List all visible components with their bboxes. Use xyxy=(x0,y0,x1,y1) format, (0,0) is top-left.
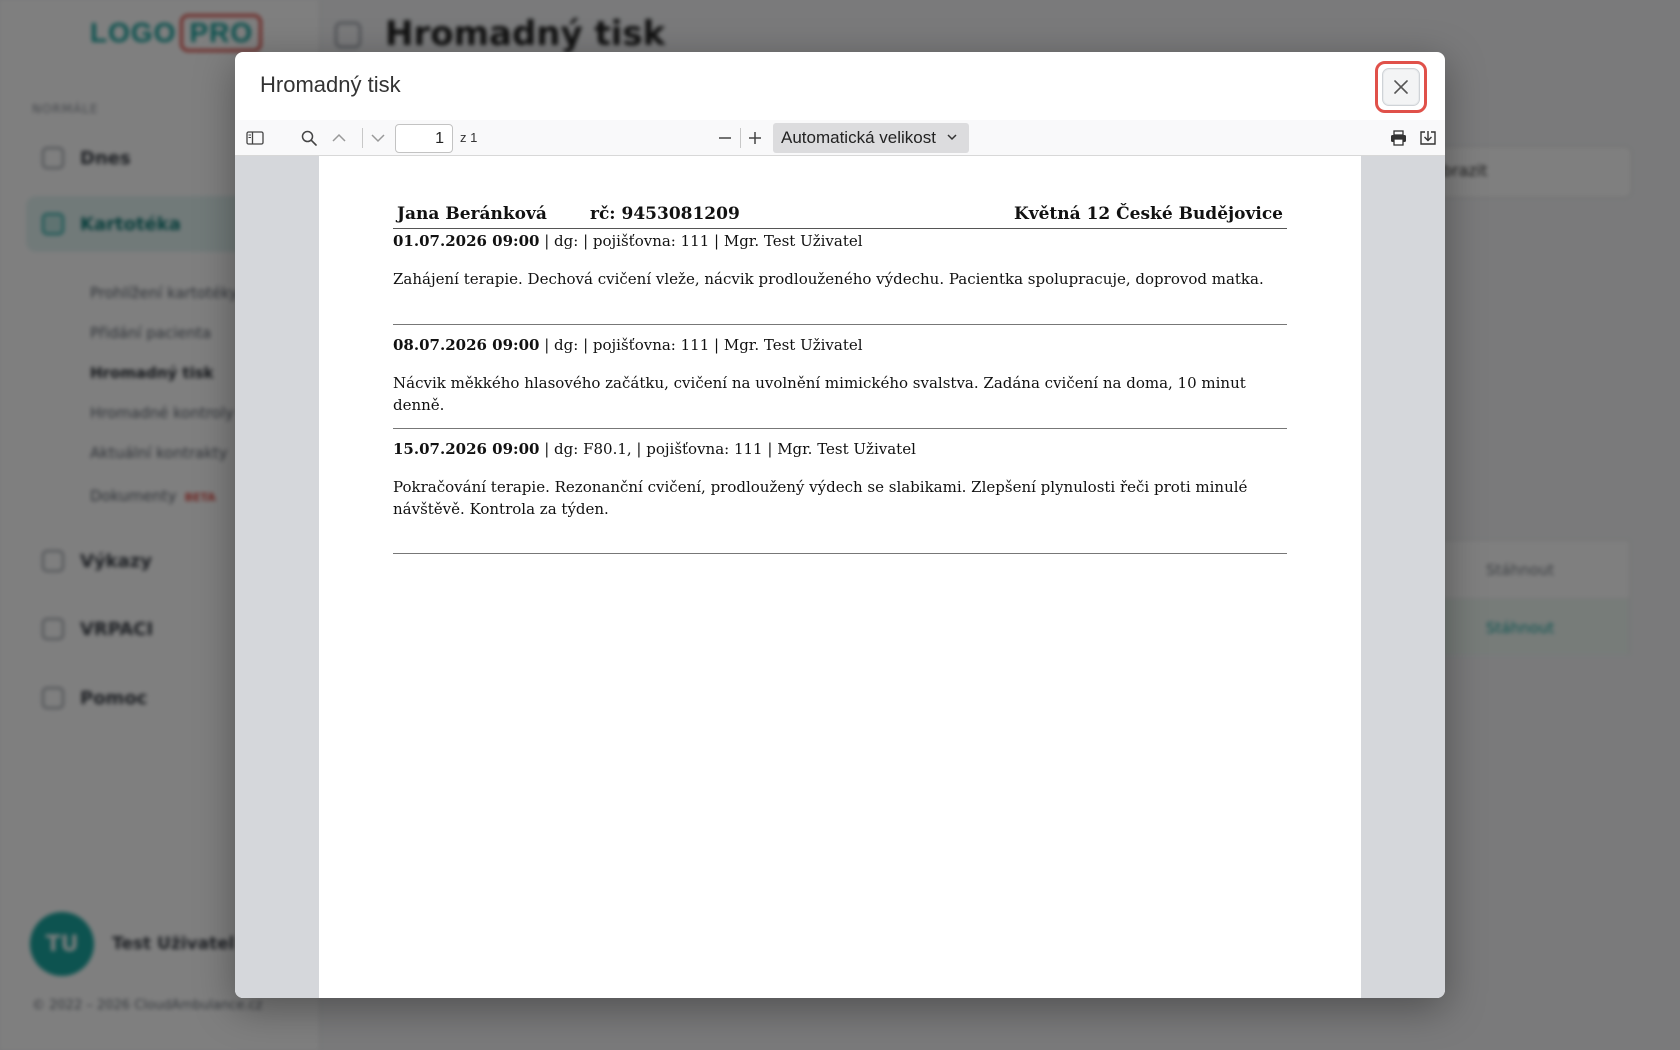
record-datetime: 01.07.2026 09:00 xyxy=(393,232,540,250)
pdf-viewer xyxy=(235,120,1445,998)
toolbar-divider xyxy=(740,128,741,148)
zoom-select-value: Automatická velikost xyxy=(781,128,936,147)
record-divider xyxy=(393,324,1287,325)
record-meta xyxy=(393,438,1287,460)
zoom-out-button[interactable] xyxy=(713,125,737,151)
record-datetime: 15.07.2026 09:00 xyxy=(393,440,540,458)
record-text: Nácvik měkkého hlasového začátku, cvičení na uvolnění mimického svalstva. Zadána cvičení na doma, 10 minut denně. xyxy=(393,374,1246,414)
record-details: | dg: | pojišťovna: 111 | Mgr. Test Uživatel xyxy=(539,232,863,250)
chevron-up-icon xyxy=(332,133,346,143)
page-number-input[interactable] xyxy=(395,124,453,153)
sidebar-toggle-icon xyxy=(246,131,264,145)
close-button[interactable] xyxy=(1375,61,1427,113)
patient-address: Květná 12 České Budějovice xyxy=(1013,204,1283,224)
plus-icon xyxy=(748,131,762,145)
birth-number: rč: 9453081209 xyxy=(590,204,740,224)
pdf-pages-container[interactable] xyxy=(235,156,1445,998)
zoom-in-button[interactable] xyxy=(743,125,767,151)
minus-icon xyxy=(718,131,732,145)
toolbar-divider xyxy=(362,128,363,148)
record-entry xyxy=(393,438,1287,520)
close-icon xyxy=(1393,79,1409,95)
pdf-page xyxy=(319,156,1361,998)
next-page-button[interactable] xyxy=(366,125,390,151)
record-datetime: 08.07.2026 09:00 xyxy=(393,336,540,354)
printer-icon xyxy=(1390,130,1407,146)
pdf-toolbar xyxy=(235,120,1445,156)
record-entry xyxy=(393,230,1287,290)
previous-page-button[interactable] xyxy=(327,125,351,151)
record-details: | dg: | pojišťovna: 111 | Mgr. Test Uživatel xyxy=(539,336,863,354)
record-meta xyxy=(393,230,1287,252)
search-icon xyxy=(301,130,317,146)
zoom-select[interactable] xyxy=(773,123,969,153)
page-count: z 1 xyxy=(460,130,478,145)
record-meta xyxy=(393,334,1287,356)
record-divider xyxy=(393,428,1287,429)
close-button-face xyxy=(1382,68,1420,106)
chevron-down-icon xyxy=(945,130,959,144)
record-text: Zahájení terapie. Dechová cvičení vleže, nácvik prodlouženého výdechu. Pacientka spolupracuje, doprovod matka. xyxy=(393,270,1264,288)
find-button[interactable] xyxy=(295,125,323,151)
save-button[interactable] xyxy=(1415,125,1441,151)
record-divider xyxy=(393,553,1287,554)
download-icon xyxy=(1419,130,1437,146)
modal-header xyxy=(235,52,1445,120)
patient-name: Jana Beránková xyxy=(397,204,547,224)
modal-title: Hromadný tisk xyxy=(260,72,401,97)
document-header xyxy=(393,201,1287,229)
print-modal xyxy=(235,52,1445,998)
record-details: | dg: F80.1, | pojišťovna: 111 | Mgr. Test Uživatel xyxy=(539,440,916,458)
record-text: Pokračování terapie. Rezonanční cvičení, prodloužený výdech se slabikami. Zlepšení plynulosti řeči proti minulé návštěvě. Kontrola za týden. xyxy=(393,478,1248,518)
chevron-down-icon xyxy=(371,133,385,143)
sidebar-toggle-button[interactable] xyxy=(241,125,269,151)
print-button[interactable] xyxy=(1385,125,1411,151)
record-entry xyxy=(393,334,1287,416)
